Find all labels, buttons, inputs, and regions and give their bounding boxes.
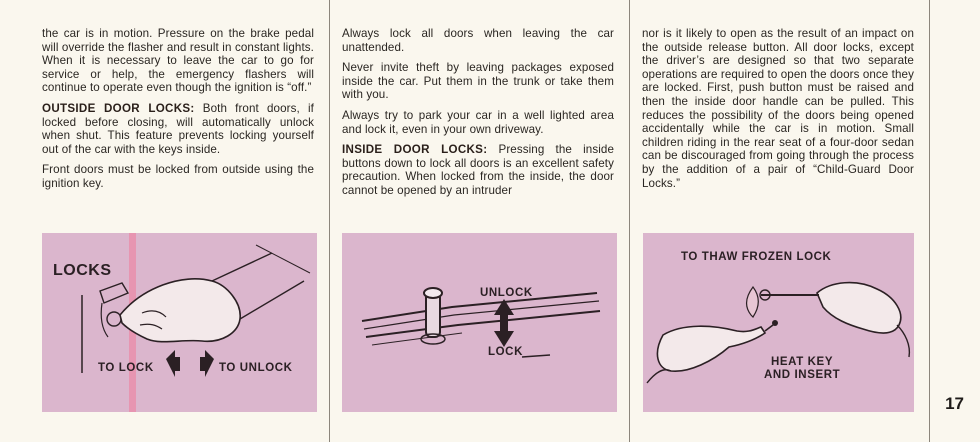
paragraph: OUTSIDE DOOR LOCKS: Both front doors, if locked before closing, will automatically unlock when shut. This feature prevents locking yourself out of the car with the keys inside. [42,101,314,156]
to-lock-label: TO LOCK [98,362,154,374]
paragraph: the car is in motion. Pressure on the brake pedal will override the flasher and result in constant lights. When it is necessary to leave the car to go for service or help, the emergency flashers will continue to operate even though the ignition is “off.” [42,27,314,95]
lock-label: LOCK [488,346,523,358]
page-number: 17 [945,394,964,413]
column-1-text [42,27,314,198]
column-2-text [342,27,614,205]
locks-title: LOCKS [53,262,112,279]
flame-icon [747,287,759,317]
hand-key-drawing [42,233,317,412]
paragraph: Always try to park your car in a well lighted area and lock it, even in your own driveway. [342,108,614,136]
column-divider-1 [329,0,330,442]
up-down-arrow-icon [494,299,514,347]
paragraph: Never invite theft by leaving packages exposed inside the car. Put them in the trunk or take them with you. [342,61,614,102]
paragraph: Always lock all doors when leaving the car unattended. [342,27,614,54]
heat-key-caption: HEAT KEY [771,356,834,368]
unlock-label: UNLOCK [480,287,533,299]
thaw-title: TO THAW FROZEN LOCK [681,251,832,263]
lock-button-drawing [342,233,617,412]
paragraph: nor is it likely to open as the result of an impact on the outside release button. All door locks, except the driver’s are designed so that two separate operations are required to open the doors once they are locked. First, push button must be raised and then the inside door handle can be pulled. This reduces the possibility of the doors being opened accidentally while the car is in motion. Small children riding in the rear seat of a four-door sedan can be discouraged from going through the process by the addition of a pair of “Child-Guard Door Locks.” [642,27,914,190]
column-divider-3 [929,0,930,442]
to-unlock-label: TO UNLOCK [219,362,293,374]
section-heading: INSIDE DOOR LOCKS: [342,143,488,157]
column-3-text [642,27,914,197]
paragraph: INSIDE DOOR LOCKS: Pressing the inside buttons down to lock all doors is an excellent safety precaution. When locked from the inside, the door cannot be opened by an intruder [342,143,614,197]
inside-lock-illustration [342,233,617,412]
paragraph: Front doors must be locked from outside using the ignition key. [42,163,314,190]
locks-illustration [42,233,317,412]
section-heading: OUTSIDE DOOR LOCKS: [42,101,195,115]
and-insert-caption: AND INSERT [764,369,841,381]
column-divider-2 [629,0,630,442]
thaw-lock-illustration [643,233,914,412]
